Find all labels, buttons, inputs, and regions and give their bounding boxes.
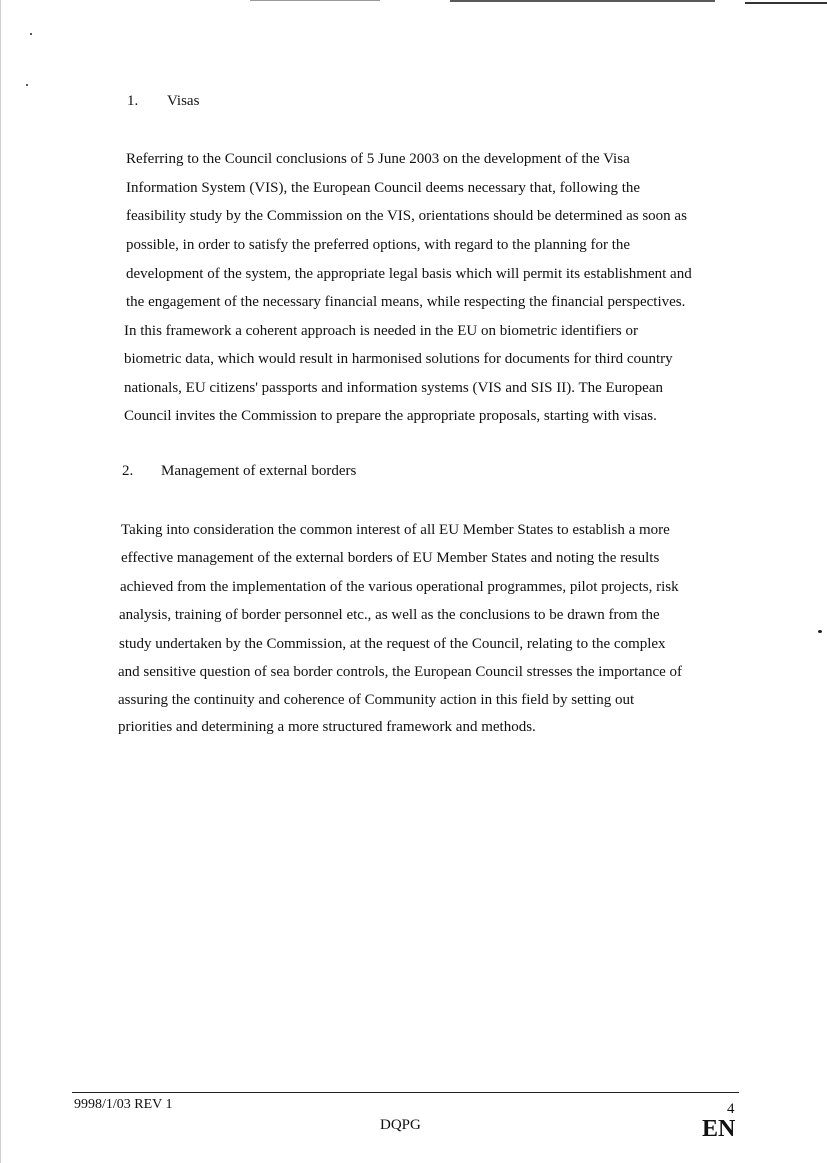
- body-line: Information System (VIS), the European Council deems necessary that, following the: [126, 180, 641, 196]
- body-line: effective management of the external borders of EU Member States and noting the results: [121, 550, 660, 566]
- section-heading: [122, 462, 356, 480]
- body-line: development of the system, the appropriate legal basis which will permit its establishment and: [126, 266, 692, 282]
- scan-artifact-line: [250, 0, 380, 1]
- section-heading: [127, 92, 199, 110]
- page-number: 4: [727, 1101, 735, 1117]
- body-line: priorities and determining a more structured framework and methods.: [118, 719, 536, 735]
- body-line: Council invites the Commission to prepare the appropriate proposals, starting with visas.: [124, 408, 657, 424]
- body-line: biometric data, which would result in harmonised solutions for documents for third country: [124, 351, 673, 367]
- body-line: feasibility study by the Commission on the VIS, orientations should be determined as soon as: [126, 208, 687, 224]
- department-code: DQPG: [380, 1117, 421, 1133]
- language-code: EN: [702, 1116, 736, 1142]
- section-title: Visas: [167, 93, 200, 109]
- scan-artifact-line: [450, 0, 715, 2]
- body-line: In this framework a coherent approach is needed in the EU on biometric identifiers or: [124, 323, 638, 339]
- body-line: assuring the continuity and coherence of Community action in this field by setting out: [118, 692, 635, 708]
- section-number: 1.: [127, 93, 139, 109]
- scan-artifact-edge: [0, 0, 1, 1163]
- body-line: analysis, training of border personnel etc., as well as the conclusions to be drawn from the: [119, 607, 660, 623]
- section-title: Management of external borders: [161, 463, 357, 479]
- body-line: study undertaken by the Commission, at the request of the Council, relating to the complex: [119, 636, 666, 652]
- body-line: nationals, EU citizens' passports and information systems (VIS and SIS II). The European: [124, 380, 663, 396]
- section-number: 2.: [122, 463, 134, 479]
- scan-speck: [30, 33, 32, 35]
- body-line: Taking into consideration the common interest of all EU Member States to establish a more: [121, 522, 670, 538]
- scan-speck: [26, 84, 28, 86]
- body-line: Referring to the Council conclusions of 5 June 2003 on the development of the Visa: [126, 151, 630, 167]
- body-line: the engagement of the necessary financial means, while respecting the financial perspectives.: [126, 294, 686, 310]
- body-line: possible, in order to satisfy the preferred options, with regard to the planning for the: [126, 237, 631, 253]
- scan-speck: [818, 630, 822, 633]
- body-line: and sensitive question of sea border controls, the European Council stresses the importance of: [118, 664, 683, 680]
- document-reference: 9998/1/03 REV 1: [74, 1097, 173, 1112]
- body-line: achieved from the implementation of the various operational programmes, pilot projects, risk: [120, 579, 679, 595]
- scan-artifact-line: [745, 2, 827, 4]
- footer-rule: [72, 1092, 739, 1093]
